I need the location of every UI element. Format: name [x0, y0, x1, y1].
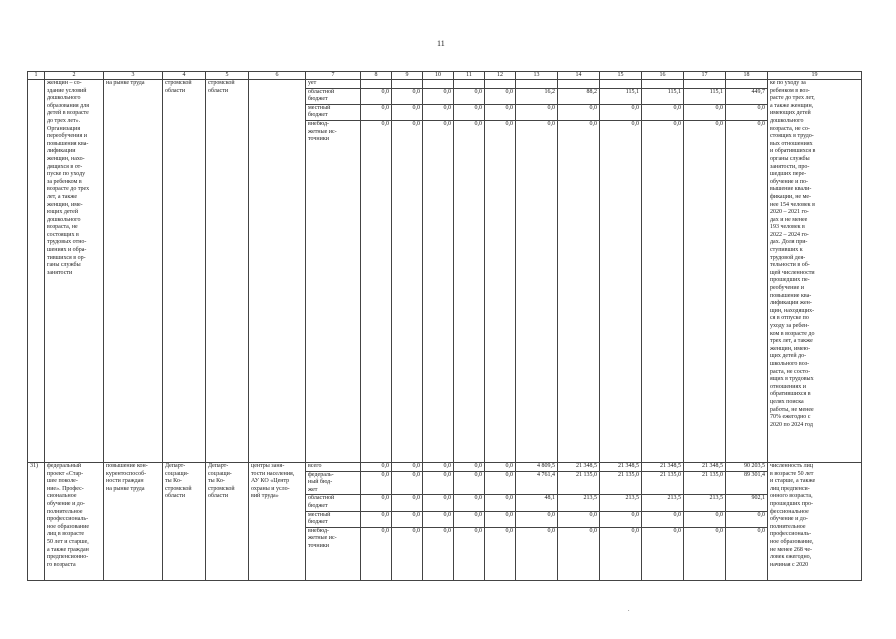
- amount-cell: 0,0: [454, 88, 485, 104]
- amount-cell: 0,0: [485, 495, 516, 511]
- funding-source-label: областной бюджет: [306, 495, 361, 511]
- target-indicator: численность лиц в возрасте 50 лет и старше, а также лиц предпенси- онного возраста, прошедших про- фессиональное обучение и до- полнительное профессиональ- ное образование, не менее 268 че- ловек ежегодно, начиная с 2020: [768, 462, 862, 580]
- amount-cell: 0,0: [361, 495, 392, 511]
- amount-cell: 0,0: [454, 462, 485, 471]
- table-row: [28, 80, 862, 89]
- amount-cell: 0,0: [516, 104, 558, 120]
- amount-cell: 21 348,5: [684, 462, 726, 471]
- amount-cell: 0,0: [361, 511, 392, 527]
- amount-cell: 213,5: [600, 495, 642, 511]
- budget-table: [27, 71, 862, 581]
- page-number: 11: [437, 39, 445, 48]
- amount-cell: 0,0: [454, 495, 485, 511]
- amount-cell: 21 348,5: [600, 462, 642, 471]
- funding-source-label: внебюд- жетные ис- точники: [306, 527, 361, 580]
- amount-cell: 0,0: [516, 511, 558, 527]
- amount-cell: 0,0: [392, 88, 423, 104]
- amount-cell: 0,0: [726, 104, 768, 120]
- amount-cell: [558, 80, 600, 89]
- column-header: 2: [45, 72, 104, 80]
- amount-cell: 21 135,0: [600, 471, 642, 495]
- amount-cell: 0,0: [600, 527, 642, 580]
- amount-cell: 89 301,4: [726, 471, 768, 495]
- amount-cell: 213,5: [558, 495, 600, 511]
- amount-cell: 0,0: [642, 527, 684, 580]
- funding-source-label: ует: [306, 80, 361, 89]
- row-number: [28, 80, 45, 463]
- amount-cell: 0,0: [454, 527, 485, 580]
- amount-cell: 0,0: [392, 462, 423, 471]
- amount-cell: 0,0: [558, 527, 600, 580]
- amount-cell: 0,0: [392, 527, 423, 580]
- amount-cell: 0,0: [454, 511, 485, 527]
- amount-cell: 0,0: [423, 527, 454, 580]
- responsible-executor: Департ- соцзащи- ты Ко- стромской области: [163, 462, 206, 580]
- amount-cell: 0,0: [558, 511, 600, 527]
- table-row: [28, 462, 862, 471]
- column-header: 1: [28, 72, 45, 80]
- column-header: 9: [392, 72, 423, 80]
- funding-source-label: областной бюджет: [306, 88, 361, 104]
- amount-cell: [361, 80, 392, 89]
- amount-cell: 0,0: [361, 527, 392, 580]
- amount-cell: 0,0: [423, 120, 454, 462]
- objective: повышение кон- курентоспособ- ности граждан на рынке труда: [104, 462, 163, 580]
- header-row: [28, 72, 862, 80]
- amount-cell: 0,0: [684, 527, 726, 580]
- amount-cell: 115,1: [684, 88, 726, 104]
- column-header: 10: [423, 72, 454, 80]
- amount-cell: [516, 80, 558, 89]
- amount-cell: 0,0: [454, 471, 485, 495]
- amount-cell: 0,0: [423, 471, 454, 495]
- amount-cell: [684, 80, 726, 89]
- amount-cell: 21 135,0: [558, 471, 600, 495]
- column-header: 14: [558, 72, 600, 80]
- amount-cell: 0,0: [392, 495, 423, 511]
- amount-cell: [392, 80, 423, 89]
- amount-cell: 0,0: [485, 471, 516, 495]
- amount-cell: 0,0: [642, 120, 684, 462]
- amount-cell: 0,0: [516, 527, 558, 580]
- amount-cell: 48,1: [516, 495, 558, 511]
- amount-cell: 115,1: [600, 88, 642, 104]
- amount-cell: [454, 80, 485, 89]
- amount-cell: 90 203,5: [726, 462, 768, 471]
- amount-cell: 0,0: [361, 120, 392, 462]
- amount-cell: 0,0: [684, 120, 726, 462]
- amount-cell: 0,0: [392, 104, 423, 120]
- amount-cell: 0,0: [392, 471, 423, 495]
- row-number: 31): [28, 462, 45, 580]
- column-header: 4: [163, 72, 206, 80]
- amount-cell: 0,0: [726, 511, 768, 527]
- funding-source-label: федераль- ный бюд- жет: [306, 471, 361, 495]
- amount-cell: 0,0: [423, 495, 454, 511]
- amount-cell: 902,1: [726, 495, 768, 511]
- amount-cell: 0,0: [485, 120, 516, 462]
- amount-cell: 0,0: [600, 104, 642, 120]
- amount-cell: 449,7: [726, 88, 768, 104]
- amount-cell: 21 348,5: [558, 462, 600, 471]
- amount-cell: 0,0: [454, 120, 485, 462]
- co-executor: стромской области: [206, 80, 249, 463]
- amount-cell: 0,0: [600, 511, 642, 527]
- amount-cell: 0,0: [361, 462, 392, 471]
- amount-cell: 0,0: [485, 511, 516, 527]
- objective: на рынке труда: [104, 80, 163, 463]
- amount-cell: 0,0: [392, 511, 423, 527]
- funding-source-label: местный бюджет: [306, 104, 361, 120]
- funding-source-label: всего: [306, 462, 361, 471]
- column-header: 5: [206, 72, 249, 80]
- amount-cell: 0,0: [642, 511, 684, 527]
- responsible-executor: стромской области: [163, 80, 206, 463]
- amount-cell: 0,0: [485, 527, 516, 580]
- amount-cell: [600, 80, 642, 89]
- amount-cell: [642, 80, 684, 89]
- column-header: 18: [726, 72, 768, 80]
- amount-cell: 0,0: [684, 511, 726, 527]
- amount-cell: 0,0: [600, 120, 642, 462]
- measure-name: женщин – со- здание условий дошкольного образования для детей в возрасте до трех лет». Организация переобучения и повышения ква- лификации женщин, нахо- дящихся в от- пуске по уходу за ребенком в возрасте до трех лет, а также женщин, име- ющих детей дошкольного возраста, не состоящих в трудовых отно- шениях и обра- тившихся в ор- ганы службы занятости: [45, 80, 104, 463]
- amount-cell: 0,0: [454, 104, 485, 120]
- amount-cell: 21 348,5: [642, 462, 684, 471]
- column-header: 3: [104, 72, 163, 80]
- footer-mark: .: [628, 607, 630, 613]
- target-indicator: ке по уходу за ребенком в воз- расте до трех лет, а также женщин, имеющих детей дошкольного возраста, не со- стоящих в трудо- вых отношениях и обратившихся в органы службы занятости, про- шедших пере- обучение и по- вышение квали- фикации, не ме- нее 154 человек в 2020 – 2021 го- дах и не менее 193 человек в 2022 – 2024 го- дах. Доля при- ступивших к трудовой дея- тельности в об- щей численности прошедших пе- реобучение и повышение ква- лификации жен- щин, находящих- ся в отпуске по уходу за ребен- ком в возрасте до трех лет, а также женщин, имею- щих детей до- школьного воз- раста, не состо- ящих в трудовых отношениях и обратившихся в целях поиска работы, не менее 70% ежегодно с 2020 по 2024 год: [768, 80, 862, 463]
- amount-cell: 0,0: [726, 120, 768, 462]
- amount-cell: 0,0: [423, 88, 454, 104]
- column-header: 8: [361, 72, 392, 80]
- amount-cell: 0,0: [485, 104, 516, 120]
- amount-cell: 0,0: [361, 104, 392, 120]
- amount-cell: 0,0: [558, 120, 600, 462]
- column-header: 12: [485, 72, 516, 80]
- amount-cell: 0,0: [361, 471, 392, 495]
- amount-cell: 213,5: [642, 495, 684, 511]
- amount-cell: 0,0: [392, 120, 423, 462]
- amount-cell: 88,2: [558, 88, 600, 104]
- column-header: 17: [684, 72, 726, 80]
- amount-cell: 0,0: [516, 120, 558, 462]
- amount-cell: 21 135,0: [684, 471, 726, 495]
- amount-cell: [726, 80, 768, 89]
- column-header: 13: [516, 72, 558, 80]
- amount-cell: 0,0: [423, 104, 454, 120]
- funding-source-label: местный бюджет: [306, 511, 361, 527]
- amount-cell: 16,2: [516, 88, 558, 104]
- column-header: 16: [642, 72, 684, 80]
- amount-cell: 0,0: [558, 104, 600, 120]
- column-header: 19: [768, 72, 862, 80]
- amount-cell: 0,0: [361, 88, 392, 104]
- amount-cell: 0,0: [485, 88, 516, 104]
- column-header: 11: [454, 72, 485, 80]
- participants: [249, 80, 306, 463]
- amount-cell: 213,5: [684, 495, 726, 511]
- amount-cell: 0,0: [642, 104, 684, 120]
- column-header: 15: [600, 72, 642, 80]
- amount-cell: [423, 80, 454, 89]
- amount-cell: 21 135,0: [642, 471, 684, 495]
- amount-cell: 115,1: [642, 88, 684, 104]
- amount-cell: 0,0: [423, 462, 454, 471]
- funding-source-label: внебюд- жетные ис- точники: [306, 120, 361, 462]
- participants: центры заня- тости населения, АУ КО «Центр охраны и усло- вий труда»: [249, 462, 306, 580]
- measure-name: федеральный проект «Стар- шее поколе- ние». Профес- сиональное обучение и до- полнительное профессиональ- ное образование лиц в возрасте 50 лет и старше, а также граждан предпенсионно- го возраста: [45, 462, 104, 580]
- amount-cell: 0,0: [485, 462, 516, 471]
- amount-cell: 4 761,4: [516, 471, 558, 495]
- amount-cell: 4 809,5: [516, 462, 558, 471]
- column-header: 7: [306, 72, 361, 80]
- amount-cell: [485, 80, 516, 89]
- amount-cell: 0,0: [684, 104, 726, 120]
- co-executor: Департ- соцзащи- ты Ко- стромской области: [206, 462, 249, 580]
- column-header: 6: [249, 72, 306, 80]
- amount-cell: 0,0: [423, 511, 454, 527]
- amount-cell: 0,0: [726, 527, 768, 580]
